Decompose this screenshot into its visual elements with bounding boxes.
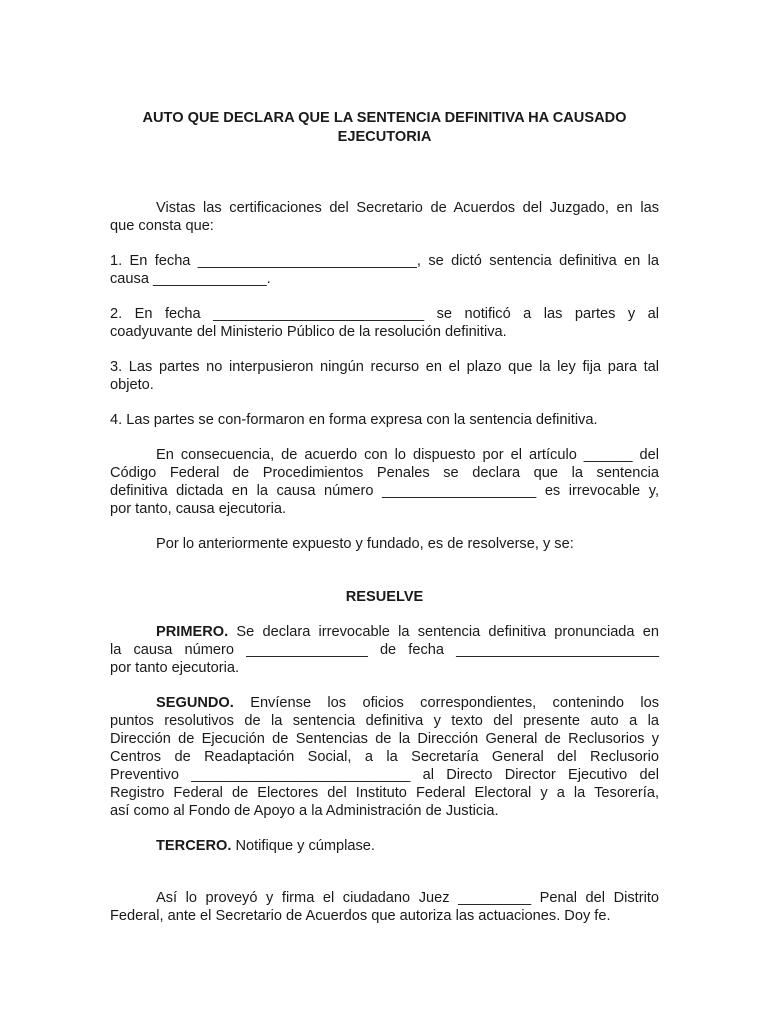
segundo-text-1: Envíense los oficios correspondientes, contenindo los <box>233 695 659 711</box>
consecuencia-line-4: por tanto, causa ejecutoria. <box>110 501 287 517</box>
primero-line-3: por tanto ejecutoria. <box>110 660 239 676</box>
title-line-1: AUTO QUE DECLARA QUE LA SENTENCIA DEFINITIVA HA CAUSADO <box>142 110 627 126</box>
item-2-line-2: coadyuvante del Ministerio Público de la resolución definitiva. <box>110 324 507 340</box>
primero-line-2: la causa número _______________ de fecha _________________________ <box>110 642 659 658</box>
segundo-line-4: Centros de Readaptación Social, a la Secretaría General del Reclusorio <box>110 749 659 765</box>
primero-line-1 <box>110 623 659 641</box>
primero-paragraph <box>110 623 659 677</box>
segundo-line-6: Registro Federal de Electores del Instituto Federal Electoral y a la Tesorería, <box>110 785 659 801</box>
item-2-line-1: 2. En fecha __________________________ se notificó a las partes y al <box>110 306 659 322</box>
item-4-line-1: 4. Las partes se con-formaron en forma expresa con la sentencia definitiva. <box>110 412 598 428</box>
segundo-paragraph <box>110 694 659 820</box>
segundo-label: SEGUNDO. <box>156 695 234 711</box>
intro-line-2: que consta que: <box>110 218 214 234</box>
item-4 <box>110 411 659 429</box>
anteriormente-paragraph <box>110 535 659 553</box>
cierre-line-1: Así lo proveyó y firma el ciudadano Juez _________ Penal del Distrito <box>156 890 659 906</box>
segundo-line-2: puntos resolutivos de la sentencia definitiva y texto del presente auto a la <box>110 713 659 729</box>
tercero-label: TERCERO. <box>156 838 232 854</box>
consecuencia-paragraph <box>110 446 659 518</box>
document-page <box>110 109 659 925</box>
tercero-line <box>110 837 659 855</box>
item-3-line-2: objeto. <box>110 377 154 393</box>
cierre-paragraph <box>110 889 659 925</box>
anteriormente-line: Por lo anteriormente expuesto y fundado, es de resolverse, y se: <box>156 536 574 552</box>
tercero-paragraph <box>110 837 659 855</box>
item-1-line-1: 1. En fecha ___________________________, se dictó sentencia definitiva en la <box>110 253 659 269</box>
item-1-line-2: causa ______________. <box>110 271 271 287</box>
resuelve-heading: RESUELVE <box>345 589 424 605</box>
tercero-text: Notifique y cúmplase. <box>231 838 375 854</box>
segundo-line-1 <box>110 694 659 712</box>
title-line-2: EJECUTORIA <box>337 128 432 145</box>
intro-line-1: Vistas las certificaciones del Secretario de Acuerdos del Juzgado, en las <box>156 200 659 216</box>
primero-label: PRIMERO. <box>156 624 229 640</box>
item-3-line-1: 3. Las partes no interpusieron ningún recurso en el plazo que la ley fija para tal <box>110 359 659 375</box>
segundo-line-7: así como al Fondo de Apoyo a la Administración de Justicia. <box>110 803 499 819</box>
cierre-line-2: Federal, ante el Secretario de Acuerdos que autoriza las actuaciones. Doy fe. <box>110 908 611 924</box>
consecuencia-line-2: Código Federal de Procedimientos Penales se declara que la sentencia <box>110 465 659 481</box>
document-title <box>110 109 659 146</box>
consecuencia-line-3: definitiva dictada en la causa número ___________________ es irrevocable y, <box>110 483 659 499</box>
segundo-line-5: Preventivo ___________________________ al Directo Director Ejecutivo del <box>110 767 659 783</box>
item-2 <box>110 305 659 341</box>
consecuencia-line-1: En consecuencia, de acuerdo con lo dispuesto por el artículo ______ del <box>156 447 659 463</box>
intro-paragraph <box>110 199 659 235</box>
segundo-line-3: Dirección de Ejecución de Sentencias de la Dirección General de Reclusorios y <box>110 731 659 747</box>
primero-text-1: Se declara irrevocable la sentencia definitiva pronunciada en <box>228 624 659 640</box>
item-1 <box>110 252 659 288</box>
item-3 <box>110 358 659 394</box>
